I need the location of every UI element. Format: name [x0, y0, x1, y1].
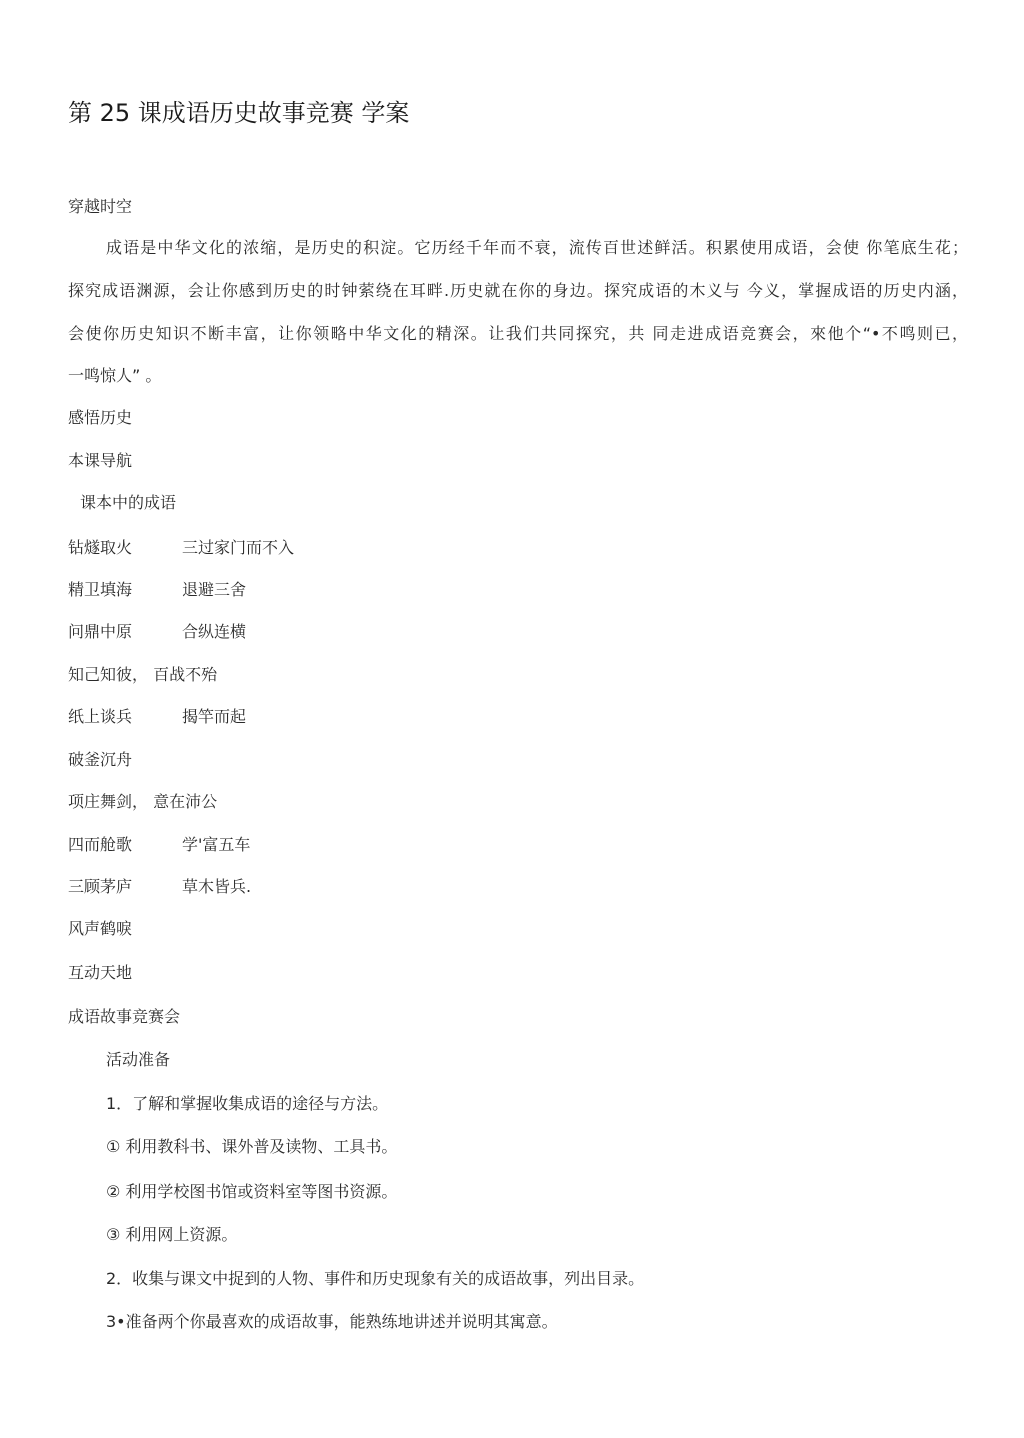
intro-line-1: 成语是中华文化的浓缩，是历史的积淀。它历经千年而不衰，流传百世述鲜活。积累使用成语，会使 你笔底生花； — [106, 238, 968, 257]
activity-item: 3•准备两个你最喜欢的成语故事，能熟练地讲述并说明其寓意。 — [106, 1312, 558, 1331]
activity-heading: 活动准备 — [106, 1050, 171, 1069]
idiom-left: 问鼎中原 — [68, 622, 133, 641]
idiom-left: 知己知彼， 百战不殆 — [68, 665, 218, 684]
idiom-left: 钻燧取火 — [68, 538, 133, 557]
section-heading-ganwu: 感悟历史 — [68, 408, 133, 427]
idiom-right: 揭竿而起 — [182, 707, 247, 726]
idiom-left: 破釜沉舟 — [68, 750, 133, 769]
activity-item: 1．了解和掌握收集成语的途径与方法。 — [106, 1094, 389, 1113]
idiom-right: 学'富五车 — [182, 835, 251, 854]
idiom-right: 三过家门而不入 — [182, 538, 295, 557]
idioms-heading: 课本中的成语 — [80, 493, 177, 512]
activity-item: ③ 利用网上资源。 — [106, 1225, 238, 1244]
idiom-left: 风声鹤唳 — [68, 919, 133, 938]
intro-line-2: 探究成语渊源，会让你感到历史的时钟萦绕在耳畔.历史就在你的身边。探究成语的木义与 今义，掌握成语的历史内涵， — [68, 281, 968, 300]
idiom-right: 草木皆兵. — [182, 877, 252, 896]
idiom-right: 退避三舍 — [182, 580, 247, 599]
activity-item: 2．收集与课文中捉到的人物、事件和历史现象有关的成语故事，列出目录。 — [106, 1269, 645, 1288]
intro-line-3: 会使你历史知识不断丰富，让你领略中华文化的精深。让我们共同探究，共 同走进成语竞赛会，來他个“•不鸣则已， — [68, 324, 968, 343]
section-heading-hudong: 互动天地 — [68, 963, 133, 982]
activity-item: ② 利用学校图书馆或资料室等图书资源。 — [106, 1182, 398, 1201]
section-heading-daohang: 本课导航 — [68, 451, 133, 470]
page-title: 第 25 课成语历史故事竞赛 学案 — [68, 99, 410, 127]
idiom-left: 项庄舞剑， 意在沛公 — [68, 792, 218, 811]
activity-item: ① 利用教科书、课外普及读物、工具书。 — [106, 1137, 398, 1156]
idiom-right: 合纵连横 — [182, 622, 247, 641]
idiom-left: 纸上谈兵 — [68, 707, 133, 726]
idiom-left: 精卫填海 — [68, 580, 133, 599]
idiom-left: 四而舱歌 — [68, 835, 133, 854]
intro-line-4: 一鸣惊人” 。 — [68, 366, 162, 385]
section-heading-jingsai: 成语故事竞赛会 — [68, 1007, 181, 1026]
idiom-left: 三顾茅庐 — [68, 877, 133, 896]
section-heading-chuanyue: 穿越时空 — [68, 197, 133, 216]
